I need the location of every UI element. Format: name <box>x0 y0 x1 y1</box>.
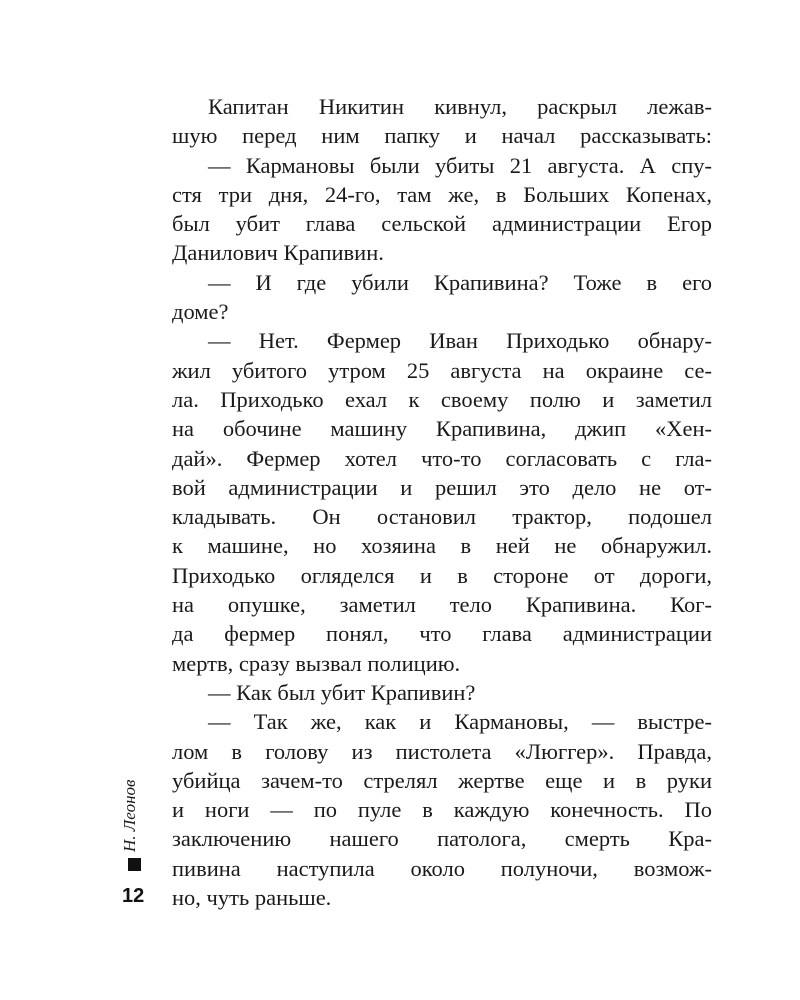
text-line-10: жил убитого утром 25 августа на окраине се- <box>172 357 712 383</box>
text-line-20: мертв, сразу вызвал полицию. <box>172 650 461 676</box>
text-line-6: Данилович Крапивин. <box>172 240 384 266</box>
running-head-author: Н. Леонов <box>120 779 139 852</box>
text-line-17: Приходько огляделся и в стороне от дороги, <box>172 562 712 588</box>
text-line-24: убийца зачем-то стрелял жертве еще и в руки <box>172 767 712 793</box>
text-line-22: — Так же, как и Кармановы, — выстре- <box>208 709 712 735</box>
text-line-1: Капитан Никитин кивнул, раскрыл лежав- <box>208 94 712 119</box>
text-line-7: — И где убили Крапивина? Тоже в его <box>208 269 712 295</box>
page-number: 12 <box>122 885 145 907</box>
text-line-8: доме? <box>172 299 229 325</box>
text-line-14: вой администрации и решил это дело не от- <box>172 474 712 500</box>
text-line-2: шую перед ним папку и начал рассказывать: <box>172 123 712 149</box>
text-line-15: кладывать. Он остановил трактор, подошел <box>172 504 712 530</box>
text-line-5: был убит глава сельской администрации Егор <box>172 211 712 237</box>
text-line-12: на обочине машину Крапивина, джип «Хен- <box>172 416 712 442</box>
text-line-27: пивина наступила около полуночи, возмож- <box>172 855 712 881</box>
text-line-3: — Кармановы были убиты 21 августа. А спу- <box>208 152 712 178</box>
text-line-16: к машине, но хозяина в ней не обнаружил. <box>172 533 712 559</box>
text-line-26: заключению нашего патолога, смерть Кра- <box>172 826 712 852</box>
text-line-18: на опушке, заметил тело Крапивина. Ког- <box>172 592 712 618</box>
text-line-9: — Нет. Фермер Иван Приходько обнару- <box>208 328 712 354</box>
black-square-icon <box>128 858 141 871</box>
body-text <box>172 92 712 912</box>
text-line-11: ла. Приходько ехал к своему полю и заметил <box>172 386 712 412</box>
text-line-13: дай». Фермер хотел что-то согласовать с гла- <box>172 445 712 471</box>
text-line-21: — Как был убит Крапивин? <box>208 679 476 705</box>
text-line-25: и ноги — по пуле в каждую конечность. По <box>172 797 712 823</box>
text-line-4: стя три дня, 24-го, там же, в Больших Копенах, <box>172 181 712 207</box>
text-line-19: да фермер понял, что глава администрации <box>172 621 712 647</box>
text-line-23: лом в голову из пистолета «Люггер». Правда, <box>172 738 712 764</box>
text-line-28: но, чуть раньше. <box>172 885 332 911</box>
